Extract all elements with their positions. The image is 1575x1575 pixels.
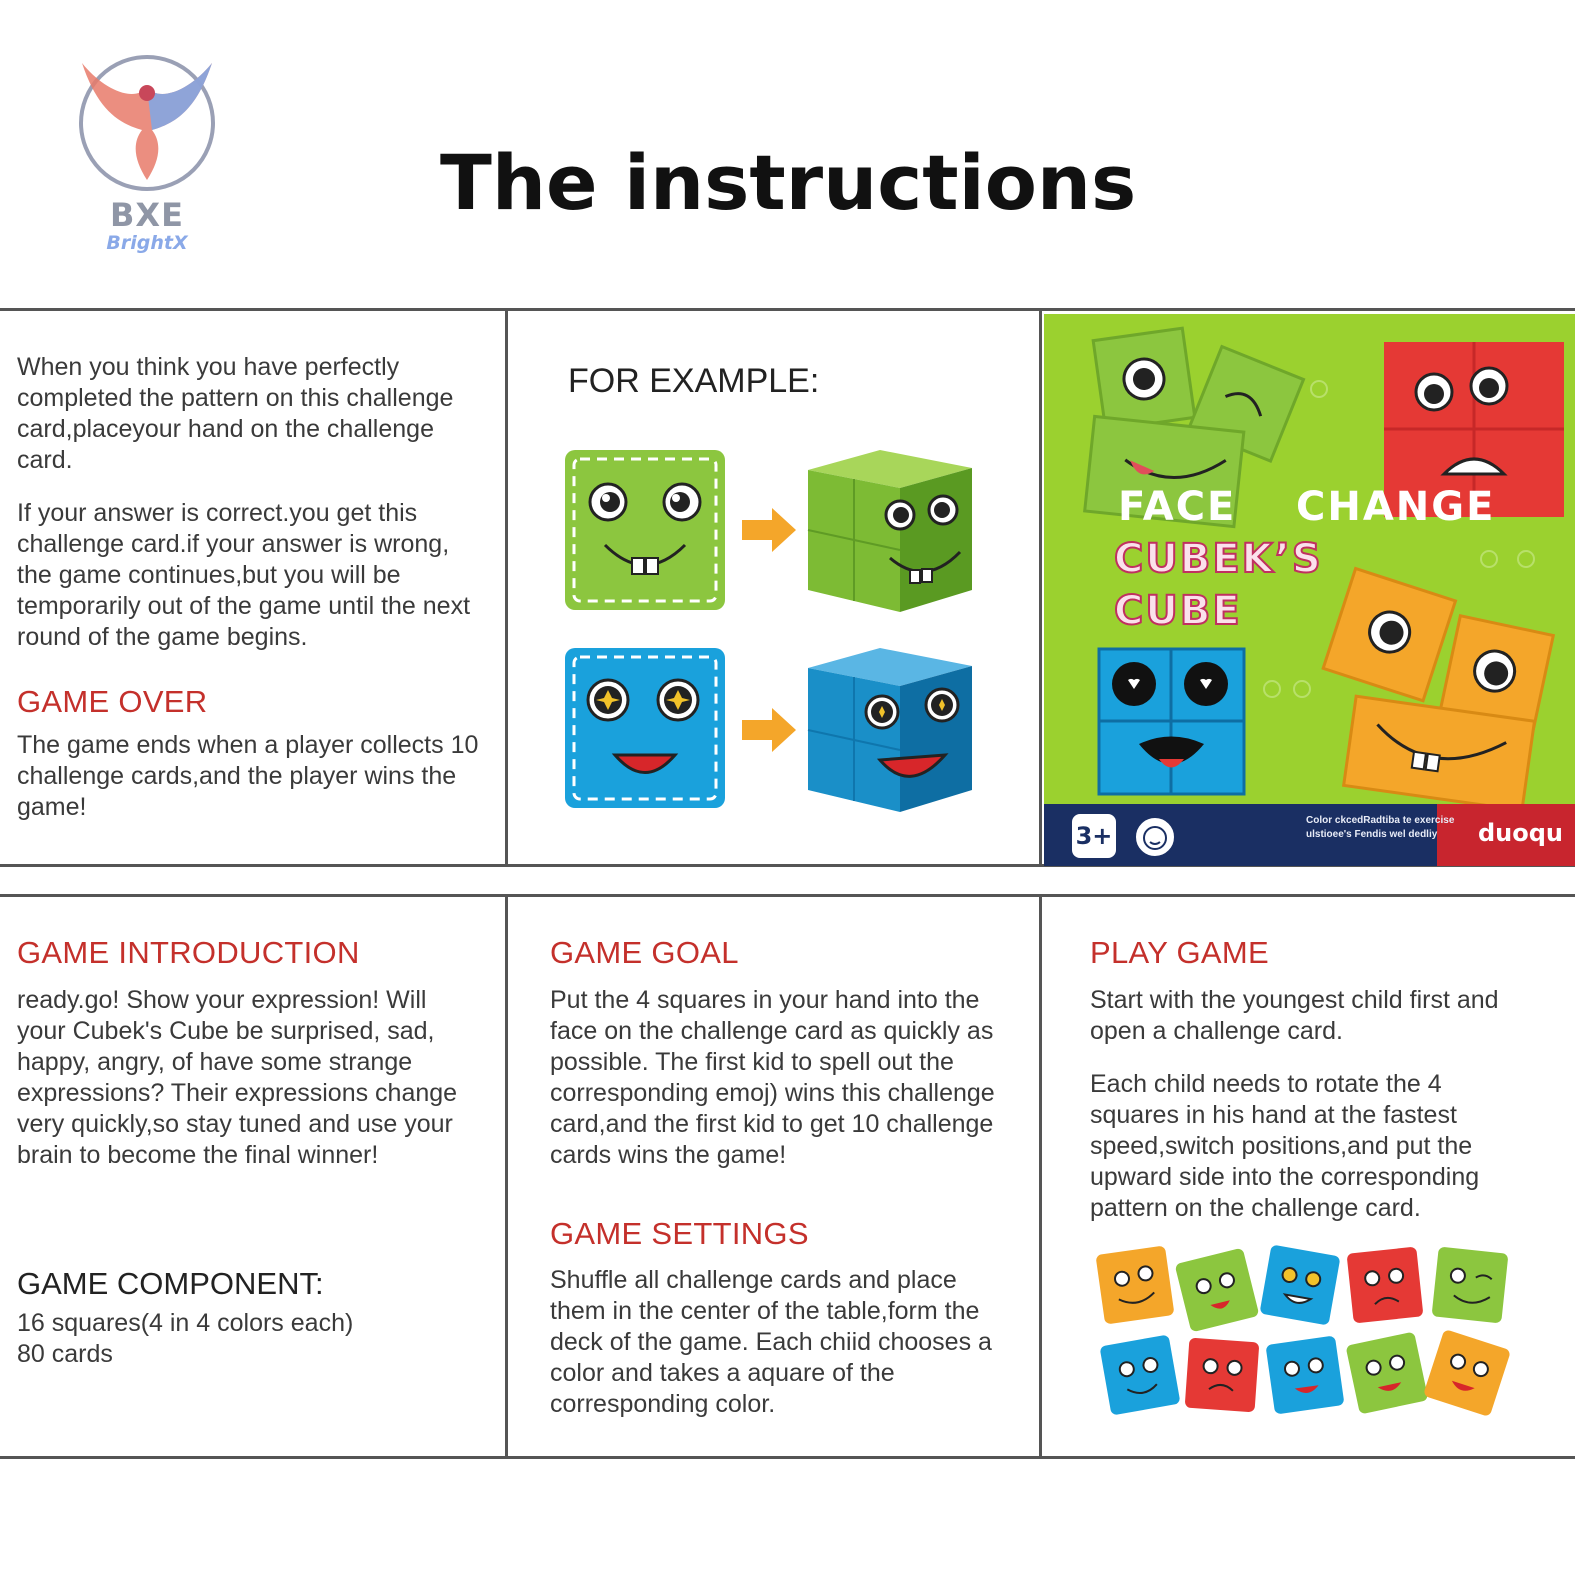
play-rules: [1090, 985, 1530, 1246]
green-cube: [808, 450, 972, 612]
challenge-rules: [17, 352, 487, 675]
settings-heading: GAME SETTINGS: [550, 1216, 809, 1251]
divider: [505, 896, 508, 1458]
face-tiles-illustration: [1095, 1245, 1515, 1425]
intro-text: ready.go! Show your expression! Will your Cubek's Cube be surprised, sad, happy, angry, of have some strange expressions? Their expressions change very quickly,so stay tuned and use your brain to become the final winner!: [17, 986, 458, 1169]
divider: [1039, 896, 1042, 1458]
divider: [1039, 310, 1042, 866]
goal-text: Put the 4 squares in your hand into the face on the challenge card as quickly as possible. The first kid to spell out the corresponding emoj) wins this challenge card,and the first kid to get 10 challenge cards wins the game!: [550, 986, 995, 1169]
component-heading: GAME COMPONENT:: [17, 1266, 324, 1301]
blue-cube: [808, 648, 972, 812]
phoenix-icon: [72, 48, 222, 198]
goal-heading: GAME GOAL: [550, 935, 739, 970]
challenge-paragraph: When you think you have perfectly completed the pattern on this challenge card,placeyour hand on the challenge card.: [17, 353, 454, 474]
divider: [505, 310, 508, 866]
game-over-text: The game ends when a player collects 10 challenge cards,and the player wins the game!: [17, 731, 479, 821]
play-paragraph: Start with the youngest child first and open a challenge card.: [1090, 986, 1499, 1045]
cover-small-print: Color ckcedRadtiba te exercise ulstioee's Fendis wel dedliy: [1306, 815, 1455, 840]
play-heading: PLAY GAME: [1090, 935, 1270, 970]
divider: [0, 1456, 1575, 1459]
cover-brand: duoqu: [1477, 819, 1563, 847]
intro-heading: GAME INTRODUCTION: [17, 935, 360, 970]
play-paragraph: Each child needs to rotate the 4 squares in his hand at the fastest speed,switch positions,and put the upward side into the corresponding pattern on the challenge card.: [1090, 1070, 1480, 1222]
challenge-paragraph: If your answer is correct.you get this challenge card.if your answer is wrong, the game continues,but you will be temporarily out of the game until the next round of the game begins.: [17, 499, 471, 651]
cover-title-change: CHANGE: [1296, 484, 1496, 530]
example-illustration: [560, 440, 990, 830]
example-label: FOR EXAMPLE:: [568, 362, 820, 400]
component-item: 16 squares(4 in 4 colors each): [17, 1309, 354, 1337]
blue-face-card: [565, 648, 725, 808]
component-list: [17, 1308, 477, 1370]
child-face-icon: [1132, 814, 1178, 860]
logo-sub-text: BrightX: [106, 232, 188, 254]
arrow-icon: [742, 508, 796, 552]
component-item: 80 cards: [17, 1340, 113, 1368]
page-title: The instructions: [440, 138, 1137, 227]
cover-title-face: FACE: [1118, 484, 1237, 530]
cover-title-cube: CUBE: [1114, 588, 1242, 634]
settings-text: Shuffle all challenge cards and place them in the center of the table,form the deck of the game. Each chiid chooses a color and takes a aquare of the corresponding color.: [550, 1266, 992, 1418]
game-over-heading: GAME OVER: [17, 684, 208, 719]
divider: [0, 308, 1575, 311]
green-face-card: [565, 450, 725, 610]
divider: [0, 894, 1575, 897]
product-box-cover: [1044, 314, 1575, 866]
arrow-icon: [742, 708, 796, 752]
cover-title-cubeks: CUBEK’S: [1114, 536, 1323, 582]
brand-logo: [72, 48, 222, 258]
age-badge: 3+: [1072, 814, 1116, 858]
logo-brand-text: BXE: [110, 196, 184, 234]
